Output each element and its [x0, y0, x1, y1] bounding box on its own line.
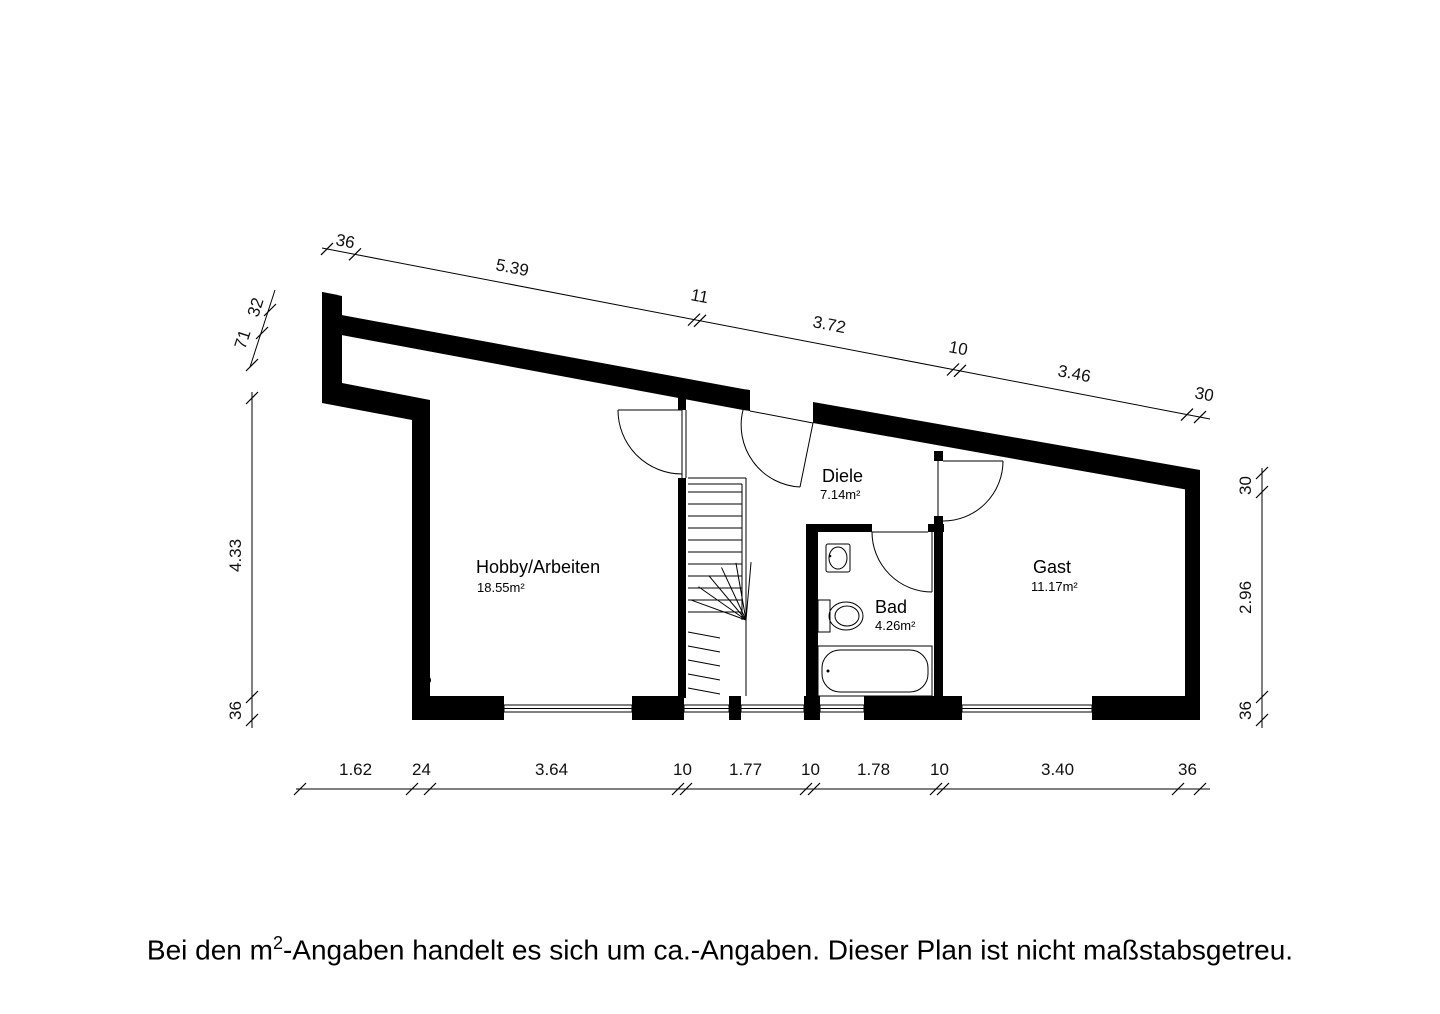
dim-left-1: 71 — [230, 327, 255, 352]
dim-bottom-5: 1.77 — [729, 760, 763, 779]
disclaimer — [0, 933, 1440, 966]
disclaimer-before: Bei den m — [146, 934, 273, 966]
room-labels — [476, 466, 1078, 633]
bottom-wall-5 — [864, 696, 962, 720]
room-gast-area: 11.17m² — [1031, 579, 1078, 594]
dim-top-4: 3.72 — [811, 312, 848, 338]
top-wall-right — [813, 402, 1200, 492]
dim-bottom-10: 36 — [1178, 760, 1197, 779]
dim-top-3: 11 — [689, 285, 711, 308]
dim-bottom-8: 10 — [930, 760, 949, 779]
bottom-wall-2 — [632, 696, 684, 720]
watermark: www.grundriss.com — [415, 589, 432, 720]
toilet-tank — [818, 600, 830, 632]
room-gast-name: Gast — [1033, 557, 1072, 577]
dim-top-5: 10 — [947, 337, 970, 360]
wall-bad-top — [806, 524, 872, 532]
room-diele-area: 7.14m² — [820, 487, 861, 502]
dim-top-6: 3.46 — [1056, 361, 1093, 387]
wall-bad-right — [934, 524, 943, 698]
dim-bottom-3: 3.64 — [535, 760, 569, 779]
dim-right-2: 2.96 — [1236, 580, 1255, 614]
dim-left-3: 4.33 — [226, 538, 245, 572]
dim-top-1: 36 — [334, 230, 357, 253]
dim-top-7: 30 — [1193, 383, 1216, 406]
dim-bottom-2: 24 — [412, 760, 431, 779]
dim-bottom-6: 10 — [801, 760, 820, 779]
dim-left-2: 32 — [243, 295, 268, 320]
room-diele-name: Diele — [822, 466, 864, 486]
exterior-walls — [322, 292, 1200, 720]
bathtub — [818, 646, 932, 696]
interior-walls — [678, 398, 944, 698]
dim-bottom-1: 1.62 — [339, 760, 373, 779]
wall-diele-gast — [934, 451, 943, 461]
wall-diele-gast-lower — [934, 516, 943, 526]
dim-right-1: 30 — [1236, 476, 1255, 495]
dim-bottom-7: 1.78 — [857, 760, 891, 779]
room-bad-area: 4.26m² — [875, 618, 916, 633]
bottom-windows — [504, 705, 1092, 712]
disclaimer-after: -Angaben handelt es sich um ca.-Angaben. Dieser Plan ist nicht maßstabsgetreu. — [282, 934, 1294, 966]
sink — [826, 544, 850, 572]
left-wall — [322, 292, 342, 383]
dim-right-3: 36 — [1236, 701, 1255, 720]
bottom-wall-4 — [804, 696, 820, 720]
bottom-wall-3 — [729, 696, 741, 720]
wall-hobby-stairs-top — [678, 398, 686, 410]
staircase — [688, 478, 751, 696]
room-hobby-area: 18.55m² — [477, 580, 525, 595]
dim-bottom-9: 3.40 — [1041, 760, 1075, 779]
disclaimer-sup: 2 — [272, 933, 283, 953]
bottom-wall-6 — [1092, 696, 1200, 720]
dim-left-4: 36 — [226, 701, 245, 720]
dim-top-2: 5.39 — [494, 255, 531, 281]
right-wall — [1185, 470, 1200, 720]
wall-bad-left — [806, 524, 818, 698]
wall-hobby-stairs — [678, 478, 686, 698]
room-bad-name: Bad — [875, 597, 908, 617]
room-hobby-name: Hobby/Arbeiten — [476, 557, 601, 577]
top-wall-stub — [743, 389, 750, 411]
dim-bottom-4: 10 — [673, 760, 692, 779]
